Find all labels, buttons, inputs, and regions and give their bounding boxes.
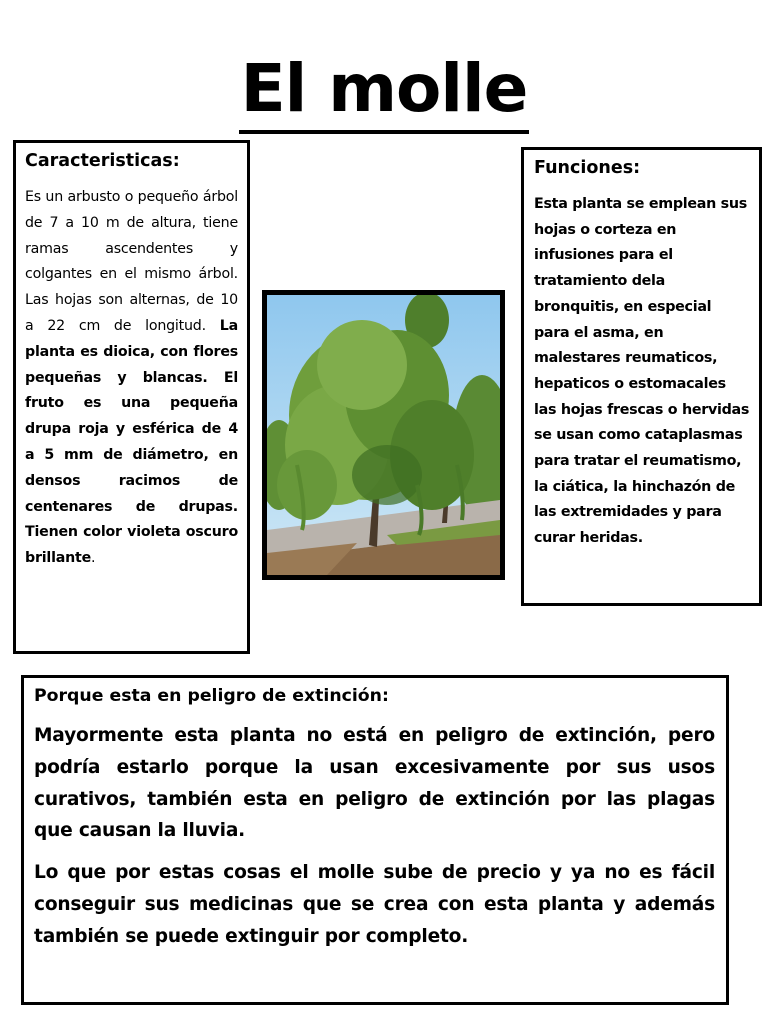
functions-text: Esta planta se emplean sus hojas o corteza en infusiones para el tratamiento dela bronquitis, en especial para el asma, en malestares reumaticos, hepaticos o estomacales las hojas frescas o hervidas se usan como cataplasmas para tratar el reumatismo, la ciática, la hinchazón de las extremidades y para curar heridas. [534,196,750,547]
tree-photo [262,290,505,580]
molle-tree-photo-icon [267,295,500,575]
extinction-paragraph-2: Lo que por estas cosas el molle sube de precio y ya no es fácil conseguir sus medicinas que se crea con esta planta y además también se puede extinguir por completo. [34,862,715,947]
characteristics-text-bold: La planta es dioica, con flores pequeñas y blancas. El fruto es una pequeña drupa roja y esférica de 4 a 5 mm de diámetro, en densos racimos de centenares de drupas. Tienen color violeta oscuro brillante [25,317,238,567]
characteristics-heading: Caracteristicas: [25,151,180,171]
extinction-paragraph-1: Mayormente esta planta no está en peligro de extinción, pero podría estarlo porque la usan excesivamente por sus usos curativos, también esta en peligro de extinción por las plagas que causan la lluvia. [34,725,715,842]
characteristics-text-normal: Es un arbusto o pequeño árbol de 7 a 10 m de altura, tiene ramas ascendentes y colgantes en el mismo árbol. Las hojas son alternas, de 10 a 22 cm de longitud. [25,189,238,334]
functions-heading: Funciones: [534,158,641,178]
page-title [0,48,768,134]
title-text: El molle [239,48,530,134]
extinction-heading: Porque esta en peligro de extinción: [34,686,389,706]
characteristics-text [25,185,238,572]
extinction-box [21,675,729,1005]
characteristics-text-end: . [91,550,96,567]
characteristics-box [13,140,250,654]
functions-box [521,147,762,606]
